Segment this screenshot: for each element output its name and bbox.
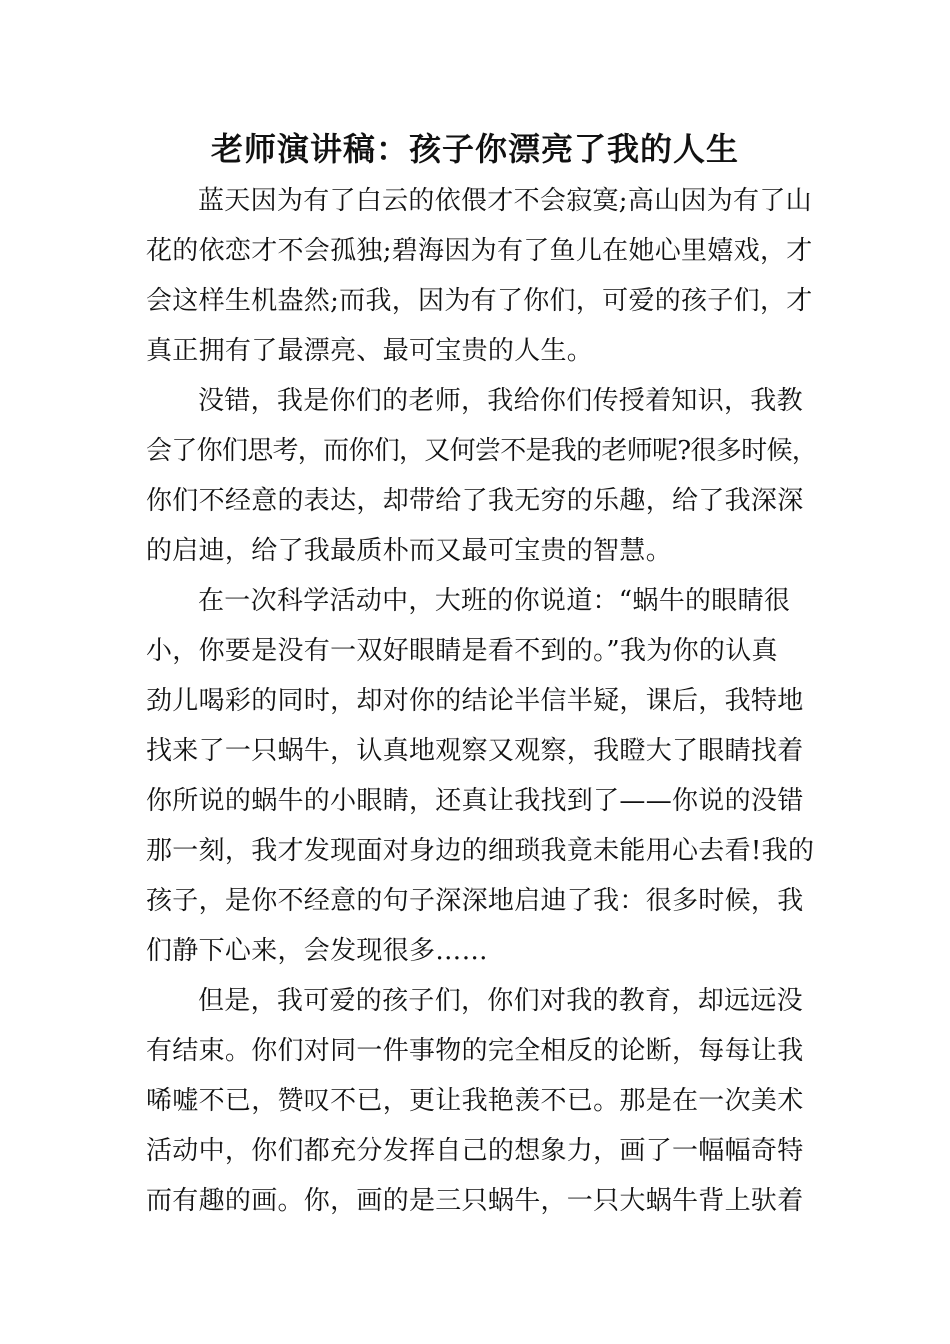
paragraph-1-line-1: 蓝天因为有了白云的依偎才不会寂寞;高山因为有了山 — [198, 186, 812, 216]
paragraph-4-line-5: 而有趣的画。你，画的是三只蜗牛，一只大蜗牛背上驮着 — [146, 1186, 804, 1216]
paragraph-3-line-2: 小，你要是没有一双好眼睛是看不到的。”我为你的认真 — [146, 636, 778, 666]
document-title: 老师演讲稿：孩子你漂亮了我的人生 — [210, 130, 739, 168]
paragraph-2-line-2: 会了你们思考，而你们，又何尝不是我的老师呢?很多时候， — [146, 436, 818, 466]
paragraph-3-line-1: 在一次科学活动中，大班的你说道：“蜗牛的眼睛很 — [198, 586, 791, 616]
paragraph-2-line-4: 的启迪，给了我最质朴而又最可宝贵的智慧。 — [146, 536, 673, 566]
paragraph-4-line-4: 活动中，你们都充分发挥自己的想象力，画了一幅幅奇特 — [146, 1136, 804, 1166]
paragraph-3-line-6: 那一刻，我才发现面对身边的细琐我竟未能用心去看!我的 — [146, 836, 815, 866]
paragraph-2-line-3: 你们不经意的表达，却带给了我无穷的乐趣，给了我深深 — [146, 486, 804, 516]
paragraph-2-line-1: 没错，我是你们的老师，我给你们传授着知识，我教 — [198, 386, 803, 416]
paragraph-1-line-3: 会这样生机盎然;而我，因为有了你们，可爱的孩子们，才 — [146, 286, 813, 316]
paragraph-1-line-2: 花的依恋才不会孤独;碧海因为有了鱼儿在她心里嬉戏，才 — [146, 236, 813, 266]
paragraph-3-line-4: 找来了一只蜗牛，认真地观察又观察，我瞪大了眼睛找着 — [146, 736, 804, 766]
paragraph-4-line-1: 但是，我可爱的孩子们，你们对我的教育，却远远没 — [198, 986, 803, 1016]
paragraph-3-line-3: 劲儿喝彩的同时，却对你的结论半信半疑，课后，我特地 — [146, 686, 804, 716]
document-body — [146, 176, 821, 1226]
paragraph-4-line-3: 唏嘘不已，赞叹不已，更让我艳羡不已。那是在一次美术 — [146, 1086, 804, 1116]
paragraph-4-line-2: 有结束。你们对同一件事物的完全相反的论断，每每让我 — [146, 1036, 804, 1066]
paragraph-3-line-8: 们静下心来，会发现很多…… — [146, 936, 488, 966]
paragraph-1-line-4: 真正拥有了最漂亮、最可宝贵的人生。 — [146, 336, 594, 366]
paragraph-3-line-7: 孩子，是你不经意的句子深深地启迪了我：很多时候，我 — [146, 886, 804, 916]
paragraph-3-line-5: 你所说的蜗牛的小眼睛，还真让我找到了——你说的没错 — [146, 786, 804, 816]
